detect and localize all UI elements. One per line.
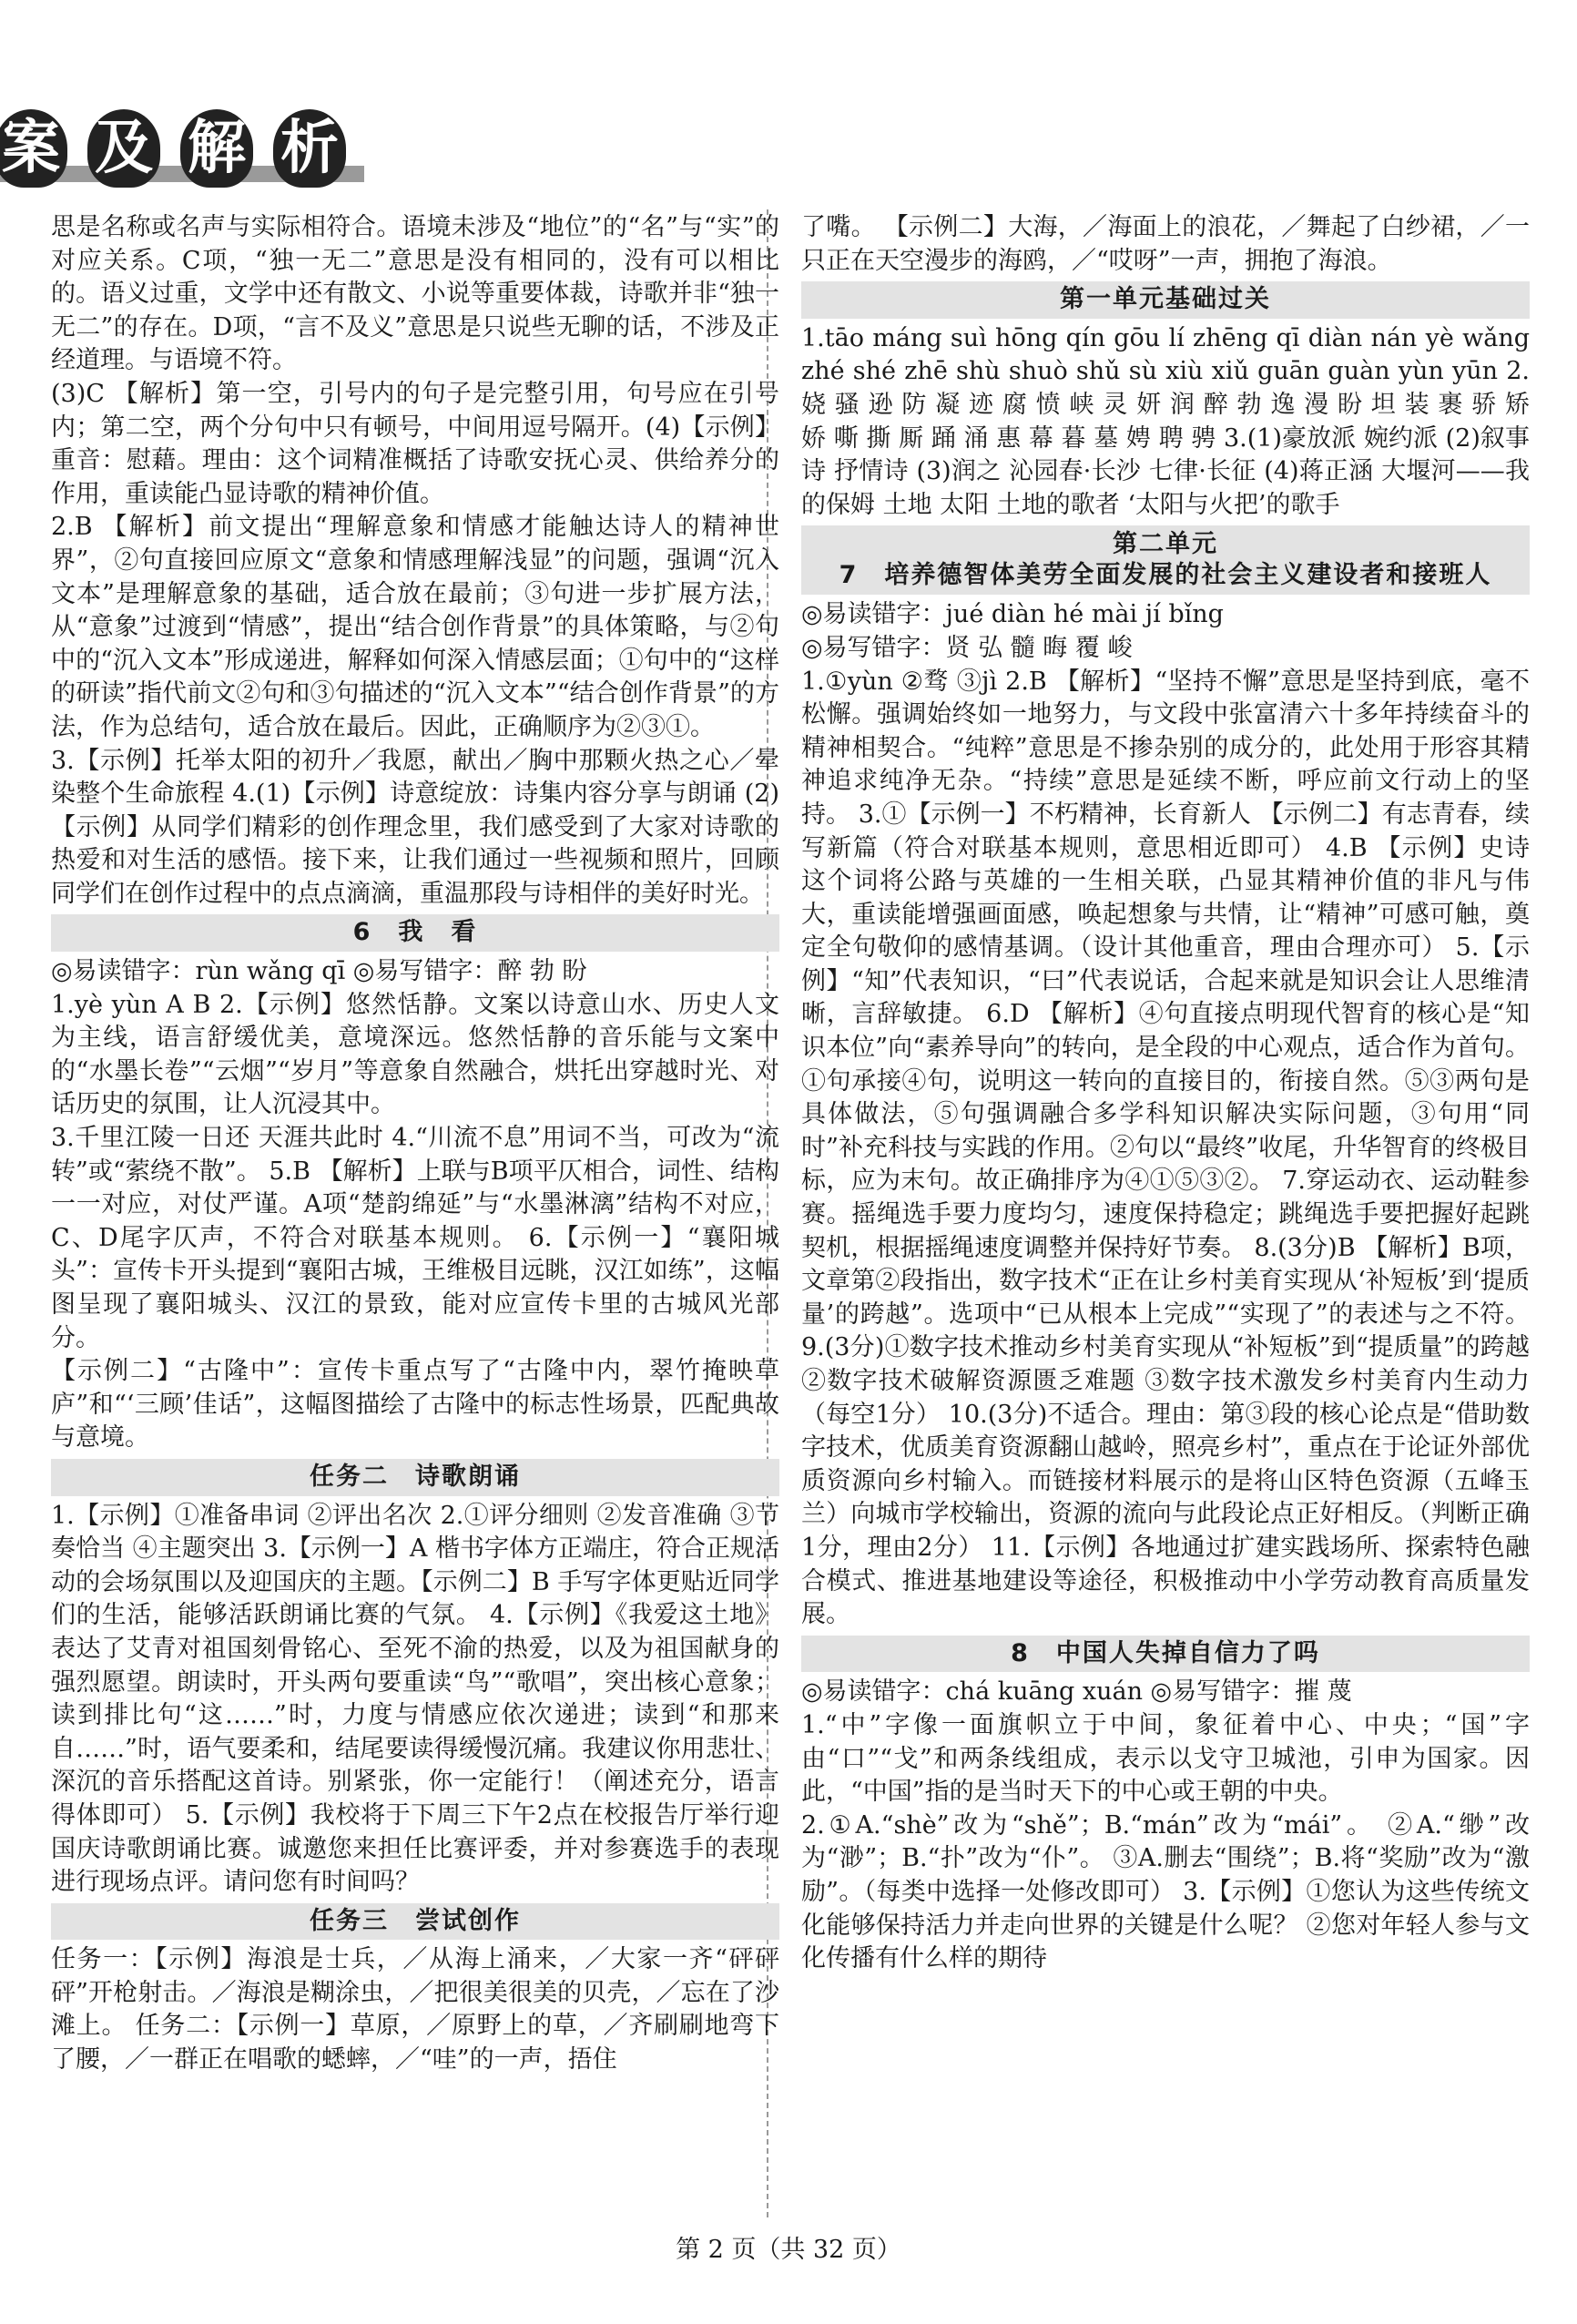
answer-paragraph: ◎易读错字：chá kuāng xuán ◎易写错字：摧 蔑: [801, 1677, 1352, 1707]
answer-paragraph: (3)C 【解析】第一空，引号内的句子是完整引用，句号应在引号内；第二空，两个分句中只有顿号，中间用逗号隔开。(4)【示例】重音：慰藉。理由：这个词精准概括了诗歌安抚心灵、供给养分的作用，重读能凸显诗歌的精神价值。: [51, 379, 779, 508]
section-band: 任务二 诗歌朗诵: [51, 1459, 779, 1496]
answer-paragraph: ◎易读错字：rùn wǎng qī ◎易写错字：醉 勃 盼: [51, 957, 587, 986]
answer-paragraph: 3.【示例】托举太阳的初升／我愿，献出／胸中那颗火热之心／晕染整个生命旅程 4.(1)【示例】诗意绽放：诗集内容分享与朗诵 (2)【示例】从同学们精彩的创作理念里，我们感受到了大家对诗歌的热爱和对生活的感悟。接下来，让我们通过一些视频和照片，回顾同学们在创作过程中的点点滴滴，重温那段与诗相伴的美好时光。: [51, 746, 779, 908]
answer-paragraph: ◎易写错字：贤 弘 髓 晦 覆 峻: [801, 633, 1133, 662]
answer-paragraph: 1.yè yùn A B 2.【示例】悠然恬静。文案以诗意山水、历史人文为主线，语言舒缓优美，意境深远。悠然恬静的音乐能与文案中的“水墨长卷”“云烟”“岁月”等意象自然融合，烘托出穿越时光、对话历史的氛围，让人沉浸其中。: [51, 990, 779, 1119]
band-subtitle: 7 培养德智体美劳全面发展的社会主义建设者和接班人: [839, 561, 1492, 590]
answer-paragraph: 思是名称或名声与实际相符合。语境未涉及“地位”的“名”与“实”的对应关系。C项，“独一无二”意思是没有相同的，没有可以相比的。语义过重，文学中还有散文、小说等重要体裁，诗歌并非“独一无二”的存在。D项，“言不及义”意思是只说些无聊的话，不涉及正经道理。与语境不符。: [51, 213, 779, 375]
section-band: 8 中国人失掉自信力了吗: [801, 1636, 1530, 1673]
band-title: 第二单元: [1113, 530, 1218, 559]
section-band: [801, 525, 1530, 595]
answer-paragraph: 任务一：【示例】海浪是士兵，／从海上涌来，／大家一齐“砰砰砰”开枪射击。／海浪是糊涂虫，／把很美很美的贝壳，／忘在了沙滩上。 任务二：【示例一】草原，／原野上的草，／齐刷刷地弯下了腰，／一群正在唱歌的蟋蟀，／“哇”的一声，捂住: [51, 1945, 779, 2074]
answer-paragraph: 3.千里江陵一日还 天涯共此时 4.“川流不息”用词不当，可改为“流转”或“萦绕不散”。 5.B 【解析】上联与B项平仄相合，词性、结构一一对应，对仗严谨。A项“楚韵绵延”与“水墨淋漓”结构不对应，C、D尾字仄声，不符合对联基本规则。 6.【示例一】“襄阳城头”：宣传卡开头提到“襄阳古城，王维极目远眺，汉江如练”，这幅图呈现了襄阳城头、汉江的景致，能对应宣传卡里的古城风光部分。: [51, 1124, 779, 1352]
answer-paragraph: 【示例二】“古隆中”：宣传卡重点写了“古隆中内，翠竹掩映草庐”和“‘三顾’佳话”，这幅图描绘了古隆中的标志性场景，匹配典故与意境。: [51, 1357, 779, 1452]
page-footer: 第 2 页（共 32 页）: [676, 2236, 901, 2264]
header-char: 析: [273, 109, 346, 188]
section-band: 任务三 尝试创作: [51, 1903, 779, 1941]
answer-paragraph: 2.B 【解析】前文提出“理解意象和情感才能触达诗人的精神世界”，②句直接回应原文“意象和情感理解浅显”的问题，强调“沉入文本”是理解意象的基础，适合放在最前；③句进一步扩展方法，从“意象”过渡到“情感”，提出“结合创作背景”的具体策略，与②句中的“沉入文本”形成递进，解释如何深入情感层面；①句中的“这样的研读”指代前文②句和③句描述的“沉入文本”“结合创作背景”的方法，作为总结句，适合放在最后。因此，正确顺序为②③①。: [51, 513, 779, 741]
answer-paragraph: 1.①yùn ②骛 ③jì 2.B 【解析】“坚持不懈”意思是坚持到底，毫不松懈。强调始终如一地努力，与文段中张富清六十多年持续奋斗的精神相契合。“纯粹”意思是不掺杂别的成分的，此处用于形容其精神追求纯净无杂。“持续”意思是延续不断，呼应前文行动上的坚持。 3.①【示例一】不朽精神，长育新人 【示例二】有志青春，续写新篇（符合对联基本规则，意思相近即可） 4.B 【示例】史诗 这个词将公路与英雄的一生相关联，凸显其精神价值的非凡与伟大，重读能增强画面感，唤起想象与共情，让“精神”可感可触，奠定全句敬仰的感情基调。（设计其他重音，理由合理亦可） 5.【示例】“知”代表知识，“曰”代表说话，合起来就是知识会让人思维清晰，言辞敏捷。 6.D 【解析】④句直接点明现代智育的核心是“知识本位”向“素养导向”的转向，是全段的中心观点，适合作为首句。①句承接④句，说明这一转向的直接目的，衔接自然。⑤③两句是具体做法，⑤句强调融合多学科知识解决实际问题，③句用“同时”补充科技与实践的作用。②句以“最终”收尾，升华智育的终极目标，应为末句。故正确排序为④①⑤③②。 7.穿运动衣、运动鞋参赛。摇绳选手要力度均匀，速度保持稳定；跳绳选手要把握好起跳契机，根据摇绳速度调整并保持好节奏。 8.(3分)B 【解析】B项，文章第②段指出，数字技术“正在让乡村美育实现从‘补短板’到‘提质量’的跨越”。选项中“已从根本上完成”“实现了”的表述与之不符。 9.(3分)①数字技术推动乡村美育实现从“补短板”到“提质量”的跨越 ②数字技术破解资源匮乏难题 ③数字技术激发乡村美育内生动力（每空1分） 10.(3分)不适合。理由：第③段的核心论点是“借助数字技术，优质美育资源翻山越岭，照亮乡村”，重点在于论证外部优质资源向乡村输入。而链接材料展示的是将山区特色资源（五峰玉兰）向城市学校输出，资源的流向与此段论点正好相反。（判断正确1分，理由2分） 11.【示例】各地通过扩建实践场所、探索特色融合模式、推进基地建设等途径，积极推动中小学劳动教育高质量发展。: [801, 667, 1530, 1629]
answer-paragraph: 1.【示例】①准备串词 ②评出名次 2.①评分细则 ②发音准确 ③节奏恰当 ④主题突出 3.【示例一】A 楷书字体方正端庄，符合正规活动的会场氛围以及迎国庆的主题。【示例二】B 手写字体更贴近同学们的生活，能够活跃朗诵比赛的气氛。 4.【示例】《我爱这土地》表达了艾青对祖国刻骨铭心、至死不渝的热爱，以及为祖国献身的强烈愿望。朗读时，开头两句要重读“鸟”“歌唱”，突出核心意象；读到排比句“这……”时，力度与情感应依次递进；读到“和那来自……”时，语气要柔和，结尾要读得缓慢沉痛。我建议你用悲壮、深沉的音乐搭配这首诗。别紧张，你一定能行！（阐述充分，语言得体即可） 5.【示例】我校将于下周三下午2点在校报告厅举行迎国庆诗歌朗诵比赛。诚邀您来担任比赛评委，并对参赛选手的表现进行现场点评。请问您有时间吗？: [51, 1501, 780, 1897]
section-band: 6 我 看: [51, 914, 779, 952]
header-char: 案: [0, 109, 67, 188]
answer-paragraph: 2.①A.“shè”改为“shě”；B.“mán”改为“mái”。 ②A.“缈”改为“渺”；B.“扑”改为“仆”。 ③A.删去“围绕”；B.将“奖励”改为“激励”。（每类中选择一处修改即可） 3.【示例】①您认为这些传统文化能够保持活力并走向世界的关键是什么呢？ ②您对年轻人参与文化传播有什么样的期待: [801, 1810, 1530, 1973]
answer-paragraph: 1.“中”字像一面旗帜立于中间，象征着中心、中央；“国”字由“口”“戈”和两条线组成，表示以戈守卫城池，引申为国家。因此，“中国”指的是当时天下的中心或王朝的中央。: [801, 1710, 1530, 1807]
section-band: 第一单元基础过关: [801, 281, 1530, 319]
section-header: [0, 109, 382, 193]
right-column: [801, 211, 1530, 1976]
left-column: [51, 211, 779, 2077]
answer-paragraph: 1.tāo máng suì hōng qín gōu lí zhēng qī diàn nán yè wǎng zhé shé zhē shù shuò shǔ sù xiù xiǔ guān guàn yùn yūn 2.娆 骚 逊 防 凝 迹 腐 愤 峡 灵 妍 润 醉 勃 逸 漫 盼 坦 装 裹 骄 矫 娇 嘶 撕 厮 踊 涌 惠 幕 暮 墓 娉 聘 骋 3.(1)豪放派 婉约派 (2)叙事诗 抒情诗 (3)润之 沁园春·长沙 七律·长征 (4)蒋正涵 大堰河——我的保姆 土地 太阳 土地的歌者 ‘太阳与火把’的歌手: [801, 323, 1530, 519]
answer-paragraph: ◎易读错字：jué diàn hé mài jí bǐng: [801, 600, 1224, 629]
header-char: 及: [87, 109, 160, 188]
header-char: 解: [180, 109, 253, 188]
answer-paragraph: 了嘴。 【示例二】大海，／海面上的浪花，／舞起了白纱裙，／一只正在天空漫步的海鸥，／“哎呀”一声，拥抱了海浪。: [801, 213, 1530, 275]
